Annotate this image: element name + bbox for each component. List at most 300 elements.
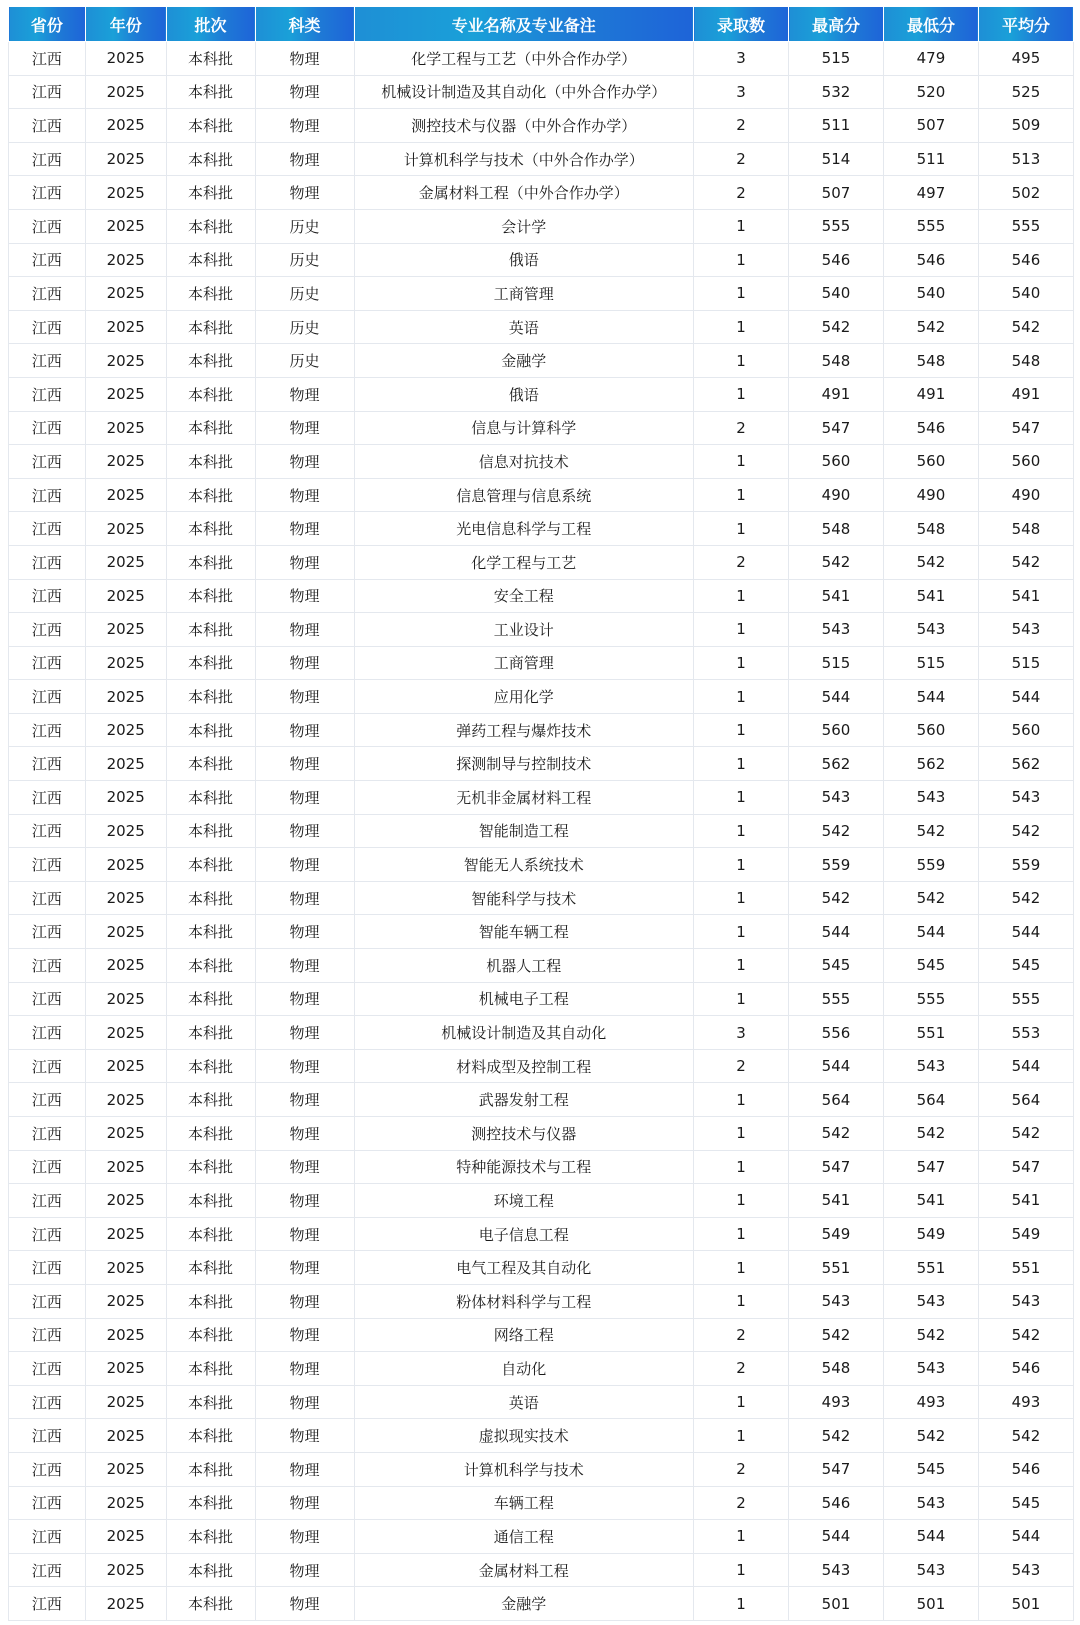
cell-subject-category: 物理 [255,848,354,882]
cell-min-score: 515 [883,646,978,680]
cell-major-name: 测控技术与仪器 [354,1117,694,1151]
cell-max-score: 544 [789,1520,884,1554]
cell-batch: 本科批 [166,1251,255,1285]
cell-major-name: 光电信息科学与工程 [354,512,694,546]
table-row [9,713,1074,747]
cell-year: 2025 [85,680,166,714]
cell-max-score: 548 [789,344,884,378]
cell-avg-score: 560 [978,445,1073,479]
table-row [9,1083,1074,1117]
cell-avg-score: 544 [978,1520,1073,1554]
cell-batch: 本科批 [166,814,255,848]
header-avg-score: 平均分 [978,7,1073,42]
cell-province: 江西 [9,243,86,277]
cell-year: 2025 [85,1419,166,1453]
cell-batch: 本科批 [166,1284,255,1318]
cell-batch: 本科批 [166,613,255,647]
cell-batch: 本科批 [166,310,255,344]
cell-batch: 本科批 [166,344,255,378]
cell-max-score: 543 [789,781,884,815]
cell-max-score: 542 [789,545,884,579]
cell-year: 2025 [85,848,166,882]
cell-subject-category: 物理 [255,982,354,1016]
cell-avg-score: 541 [978,1184,1073,1218]
cell-admitted-count: 2 [694,411,789,445]
cell-min-score: 542 [883,1318,978,1352]
cell-admitted-count: 1 [694,445,789,479]
admission-score-table-container [8,6,1074,1621]
cell-major-name: 电气工程及其自动化 [354,1251,694,1285]
cell-max-score: 514 [789,142,884,176]
cell-min-score: 497 [883,176,978,210]
cell-avg-score: 545 [978,1486,1073,1520]
table-row [9,613,1074,647]
cell-max-score: 551 [789,1251,884,1285]
cell-subject-category: 物理 [255,512,354,546]
cell-admitted-count: 1 [694,1217,789,1251]
cell-avg-score: 542 [978,545,1073,579]
cell-batch: 本科批 [166,747,255,781]
cell-subject-category: 物理 [255,613,354,647]
header-subject-category: 科类 [255,7,354,42]
cell-major-name: 工商管理 [354,277,694,311]
cell-major-name: 机械设计制造及其自动化 [354,1016,694,1050]
cell-avg-score: 551 [978,1251,1073,1285]
cell-min-score: 544 [883,915,978,949]
cell-major-name: 俄语 [354,377,694,411]
cell-province: 江西 [9,344,86,378]
cell-admitted-count: 1 [694,1419,789,1453]
cell-admitted-count: 1 [694,680,789,714]
table-row [9,1419,1074,1453]
cell-min-score: 545 [883,1452,978,1486]
cell-avg-score: 548 [978,512,1073,546]
cell-admitted-count: 1 [694,377,789,411]
cell-major-name: 信息与计算科学 [354,411,694,445]
cell-admitted-count: 1 [694,814,789,848]
cell-max-score: 493 [789,1385,884,1419]
cell-max-score: 542 [789,881,884,915]
table-row [9,1049,1074,1083]
cell-avg-score: 540 [978,277,1073,311]
cell-admitted-count: 1 [694,1117,789,1151]
table-row [9,848,1074,882]
cell-province: 江西 [9,1217,86,1251]
cell-province: 江西 [9,646,86,680]
cell-min-score: 501 [883,1587,978,1621]
cell-year: 2025 [85,982,166,1016]
cell-major-name: 武器发射工程 [354,1083,694,1117]
cell-min-score: 540 [883,277,978,311]
cell-subject-category: 物理 [255,1049,354,1083]
cell-max-score: 546 [789,243,884,277]
cell-major-name: 智能无人系统技术 [354,848,694,882]
cell-subject-category: 物理 [255,142,354,176]
cell-avg-score: 546 [978,243,1073,277]
cell-min-score: 559 [883,848,978,882]
cell-batch: 本科批 [166,277,255,311]
cell-year: 2025 [85,1352,166,1386]
cell-batch: 本科批 [166,545,255,579]
cell-max-score: 559 [789,848,884,882]
cell-year: 2025 [85,411,166,445]
cell-admitted-count: 2 [694,1352,789,1386]
cell-subject-category: 物理 [255,545,354,579]
cell-subject-category: 物理 [255,1083,354,1117]
cell-province: 江西 [9,377,86,411]
cell-subject-category: 物理 [255,949,354,983]
cell-batch: 本科批 [166,209,255,243]
cell-admitted-count: 1 [694,747,789,781]
table-row [9,1520,1074,1554]
cell-max-score: 541 [789,579,884,613]
table-row [9,1352,1074,1386]
cell-year: 2025 [85,1217,166,1251]
cell-max-score: 542 [789,1419,884,1453]
cell-subject-category: 物理 [255,377,354,411]
cell-subject-category: 物理 [255,781,354,815]
cell-max-score: 544 [789,680,884,714]
cell-province: 江西 [9,142,86,176]
cell-province: 江西 [9,75,86,109]
cell-batch: 本科批 [166,1520,255,1554]
cell-min-score: 555 [883,982,978,1016]
cell-year: 2025 [85,881,166,915]
cell-province: 江西 [9,545,86,579]
cell-batch: 本科批 [166,915,255,949]
cell-subject-category: 历史 [255,344,354,378]
cell-batch: 本科批 [166,142,255,176]
cell-admitted-count: 2 [694,545,789,579]
cell-major-name: 工商管理 [354,646,694,680]
cell-avg-score: 555 [978,982,1073,1016]
cell-year: 2025 [85,545,166,579]
cell-max-score: 555 [789,982,884,1016]
cell-province: 江西 [9,814,86,848]
table-row [9,1016,1074,1050]
cell-min-score: 562 [883,747,978,781]
cell-max-score: 542 [789,310,884,344]
cell-min-score: 542 [883,310,978,344]
cell-min-score: 541 [883,1184,978,1218]
cell-province: 江西 [9,881,86,915]
cell-min-score: 542 [883,1419,978,1453]
cell-subject-category: 历史 [255,310,354,344]
cell-max-score: 542 [789,1318,884,1352]
cell-province: 江西 [9,949,86,983]
cell-province: 江西 [9,1083,86,1117]
cell-subject-category: 物理 [255,1553,354,1587]
cell-province: 江西 [9,613,86,647]
cell-batch: 本科批 [166,1419,255,1453]
cell-subject-category: 物理 [255,713,354,747]
cell-subject-category: 物理 [255,1284,354,1318]
cell-max-score: 490 [789,478,884,512]
header-batch: 批次 [166,7,255,42]
cell-year: 2025 [85,310,166,344]
cell-avg-score: 542 [978,1419,1073,1453]
cell-province: 江西 [9,1486,86,1520]
cell-subject-category: 物理 [255,1016,354,1050]
cell-province: 江西 [9,176,86,210]
cell-year: 2025 [85,1117,166,1151]
table-row [9,109,1074,143]
cell-province: 江西 [9,747,86,781]
cell-max-score: 543 [789,1553,884,1587]
cell-year: 2025 [85,781,166,815]
cell-year: 2025 [85,478,166,512]
cell-province: 江西 [9,713,86,747]
cell-avg-score: 559 [978,848,1073,882]
cell-avg-score: 544 [978,1049,1073,1083]
cell-admitted-count: 2 [694,142,789,176]
cell-admitted-count: 1 [694,277,789,311]
cell-province: 江西 [9,848,86,882]
cell-year: 2025 [85,344,166,378]
cell-province: 江西 [9,1049,86,1083]
table-row [9,209,1074,243]
cell-major-name: 测控技术与仪器（中外合作办学） [354,109,694,143]
cell-subject-category: 物理 [255,1452,354,1486]
table-row [9,1553,1074,1587]
cell-batch: 本科批 [166,1016,255,1050]
cell-min-score: 548 [883,344,978,378]
cell-min-score: 548 [883,512,978,546]
cell-max-score: 547 [789,1452,884,1486]
cell-admitted-count: 1 [694,579,789,613]
cell-subject-category: 物理 [255,579,354,613]
cell-year: 2025 [85,1284,166,1318]
cell-major-name: 环境工程 [354,1184,694,1218]
cell-min-score: 560 [883,445,978,479]
cell-major-name: 应用化学 [354,680,694,714]
cell-major-name: 金融学 [354,1587,694,1621]
cell-avg-score: 525 [978,75,1073,109]
cell-subject-category: 物理 [255,747,354,781]
cell-province: 江西 [9,1452,86,1486]
header-max-score: 最高分 [789,7,884,42]
cell-batch: 本科批 [166,713,255,747]
cell-batch: 本科批 [166,478,255,512]
cell-admitted-count: 1 [694,1587,789,1621]
cell-batch: 本科批 [166,75,255,109]
table-row [9,982,1074,1016]
cell-subject-category: 历史 [255,243,354,277]
cell-max-score: 542 [789,814,884,848]
cell-admitted-count: 2 [694,1452,789,1486]
cell-admitted-count: 1 [694,512,789,546]
cell-avg-score: 543 [978,1553,1073,1587]
cell-year: 2025 [85,109,166,143]
cell-min-score: 543 [883,1352,978,1386]
cell-min-score: 544 [883,680,978,714]
cell-province: 江西 [9,781,86,815]
cell-batch: 本科批 [166,1486,255,1520]
table-row [9,1251,1074,1285]
cell-province: 江西 [9,915,86,949]
cell-year: 2025 [85,1385,166,1419]
cell-batch: 本科批 [166,243,255,277]
cell-province: 江西 [9,579,86,613]
cell-max-score: 556 [789,1016,884,1050]
cell-year: 2025 [85,646,166,680]
cell-batch: 本科批 [166,680,255,714]
cell-max-score: 547 [789,411,884,445]
cell-subject-category: 物理 [255,680,354,714]
cell-province: 江西 [9,445,86,479]
cell-year: 2025 [85,1083,166,1117]
cell-major-name: 工业设计 [354,613,694,647]
cell-major-name: 弹药工程与爆炸技术 [354,713,694,747]
cell-max-score: 560 [789,713,884,747]
cell-admitted-count: 1 [694,310,789,344]
cell-admitted-count: 1 [694,1184,789,1218]
cell-year: 2025 [85,1587,166,1621]
cell-major-name: 特种能源技术与工程 [354,1150,694,1184]
cell-batch: 本科批 [166,1049,255,1083]
cell-subject-category: 物理 [255,1117,354,1151]
cell-avg-score: 547 [978,1150,1073,1184]
cell-avg-score: 542 [978,881,1073,915]
cell-year: 2025 [85,1553,166,1587]
cell-subject-category: 物理 [255,478,354,512]
cell-admitted-count: 2 [694,109,789,143]
cell-batch: 本科批 [166,377,255,411]
cell-avg-score: 509 [978,109,1073,143]
table-row [9,747,1074,781]
cell-subject-category: 物理 [255,814,354,848]
table-row [9,1217,1074,1251]
cell-admitted-count: 2 [694,1486,789,1520]
cell-batch: 本科批 [166,445,255,479]
cell-province: 江西 [9,310,86,344]
cell-min-score: 542 [883,1117,978,1151]
cell-batch: 本科批 [166,1587,255,1621]
cell-avg-score: 543 [978,1284,1073,1318]
cell-subject-category: 物理 [255,1184,354,1218]
cell-min-score: 546 [883,243,978,277]
cell-max-score: 511 [789,109,884,143]
cell-avg-score: 546 [978,1352,1073,1386]
cell-max-score: 549 [789,1217,884,1251]
cell-avg-score: 495 [978,42,1073,76]
cell-year: 2025 [85,1520,166,1554]
cell-major-name: 计算机科学与技术（中外合作办学） [354,142,694,176]
cell-province: 江西 [9,1117,86,1151]
cell-subject-category: 物理 [255,1318,354,1352]
cell-subject-category: 物理 [255,176,354,210]
cell-batch: 本科批 [166,848,255,882]
cell-min-score: 543 [883,781,978,815]
cell-avg-score: 544 [978,680,1073,714]
cell-max-score: 491 [789,377,884,411]
cell-major-name: 英语 [354,310,694,344]
cell-major-name: 化学工程与工艺 [354,545,694,579]
cell-min-score: 493 [883,1385,978,1419]
cell-year: 2025 [85,243,166,277]
cell-province: 江西 [9,42,86,76]
cell-avg-score: 491 [978,377,1073,411]
cell-province: 江西 [9,982,86,1016]
cell-avg-score: 542 [978,814,1073,848]
cell-max-score: 544 [789,915,884,949]
cell-year: 2025 [85,1150,166,1184]
cell-avg-score: 555 [978,209,1073,243]
cell-province: 江西 [9,1284,86,1318]
cell-admitted-count: 1 [694,982,789,1016]
table-row [9,1385,1074,1419]
header-admitted-count: 录取数 [694,7,789,42]
cell-avg-score: 542 [978,1117,1073,1151]
table-row [9,1318,1074,1352]
cell-batch: 本科批 [166,1318,255,1352]
cell-subject-category: 物理 [255,411,354,445]
cell-avg-score: 549 [978,1217,1073,1251]
cell-year: 2025 [85,1251,166,1285]
cell-province: 江西 [9,1520,86,1554]
cell-year: 2025 [85,42,166,76]
cell-avg-score: 560 [978,713,1073,747]
cell-batch: 本科批 [166,881,255,915]
cell-year: 2025 [85,1486,166,1520]
cell-subject-category: 物理 [255,445,354,479]
cell-major-name: 网络工程 [354,1318,694,1352]
cell-batch: 本科批 [166,42,255,76]
cell-province: 江西 [9,512,86,546]
cell-province: 江西 [9,1016,86,1050]
cell-province: 江西 [9,1587,86,1621]
cell-avg-score: 543 [978,781,1073,815]
cell-batch: 本科批 [166,512,255,546]
cell-max-score: 515 [789,42,884,76]
table-body [9,42,1074,1621]
table-row [9,881,1074,915]
cell-max-score: 555 [789,209,884,243]
cell-avg-score: 544 [978,915,1073,949]
cell-avg-score: 490 [978,478,1073,512]
table-row [9,1486,1074,1520]
cell-min-score: 507 [883,109,978,143]
cell-year: 2025 [85,1318,166,1352]
table-row [9,646,1074,680]
header-province: 省份 [9,7,86,42]
cell-admitted-count: 1 [694,848,789,882]
cell-batch: 本科批 [166,1553,255,1587]
cell-year: 2025 [85,1452,166,1486]
cell-major-name: 智能车辆工程 [354,915,694,949]
cell-min-score: 551 [883,1016,978,1050]
cell-major-name: 无机非金属材料工程 [354,781,694,815]
cell-min-score: 551 [883,1251,978,1285]
table-row [9,75,1074,109]
cell-avg-score: 542 [978,1318,1073,1352]
cell-admitted-count: 1 [694,949,789,983]
cell-admitted-count: 1 [694,1520,789,1554]
cell-min-score: 543 [883,1284,978,1318]
cell-major-name: 探测制导与控制技术 [354,747,694,781]
cell-min-score: 543 [883,1486,978,1520]
cell-max-score: 515 [789,646,884,680]
cell-max-score: 501 [789,1587,884,1621]
cell-admitted-count: 1 [694,209,789,243]
cell-max-score: 546 [789,1486,884,1520]
cell-province: 江西 [9,478,86,512]
cell-min-score: 555 [883,209,978,243]
cell-avg-score: 515 [978,646,1073,680]
cell-major-name: 安全工程 [354,579,694,613]
cell-subject-category: 物理 [255,1217,354,1251]
cell-year: 2025 [85,747,166,781]
